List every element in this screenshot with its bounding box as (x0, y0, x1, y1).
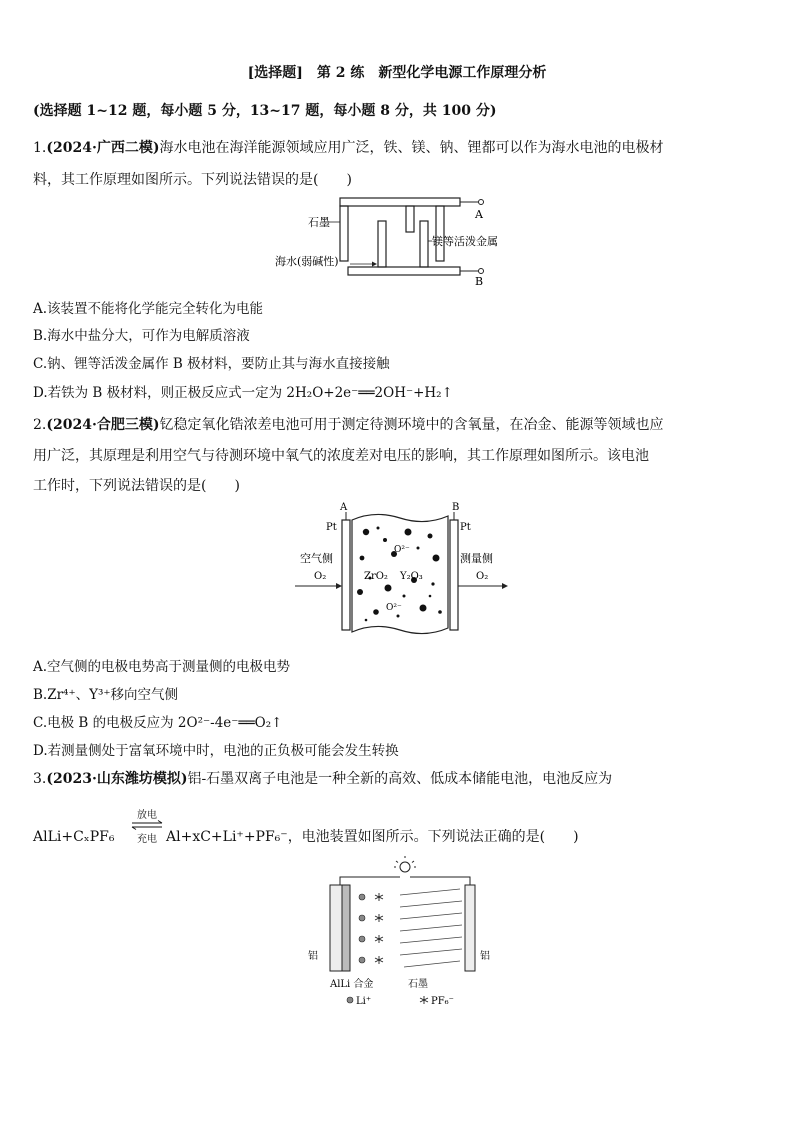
q3-number: 3. (33, 771, 47, 787)
q2-label-pt-right: Pt (460, 522, 471, 533)
q2-label-measure-o2: O₂ (476, 571, 489, 582)
q3-reversible-arrow-icon (130, 820, 164, 830)
q1-label-metal: 镁等活泼金属 (432, 235, 498, 248)
q3-equation-left: AlLi+CₓPF₆ (33, 829, 115, 845)
q2-option-b: B.Zr⁴⁺、Y³⁺移向空气侧 (33, 687, 179, 703)
q2-option-a: A.空气侧的电极电势高于测量侧的电极电势 (33, 659, 291, 675)
q2-label-a: A (340, 502, 348, 513)
q2-electrode-b (450, 520, 458, 630)
lightbulb-icon (394, 856, 416, 872)
score-note: (选择题 1~12 题，每小题 5 分，13~17 题，每小题 8 分，共 100 分) (33, 103, 497, 119)
q2-figure (290, 500, 510, 645)
q1-source: (2024·广西二模) (46, 140, 160, 156)
q3-label-charge: 充电 (137, 834, 157, 845)
q2-option-d: D.若测量侧处于富氧环境中时，电池的正负极可能会发生转换 (33, 743, 399, 759)
q2-electrode-a (342, 520, 350, 630)
q2-stem-text1: 钇稳定氧化锆浓差电池可用于测定待测环境中的含氧量，在冶金、能源等领域也应 (159, 417, 664, 433)
q2-label-zro2: ZrO₂ (364, 571, 388, 582)
q3-label-graphite: 石墨 (408, 979, 428, 990)
q3-equation-right: Al+xC+Li⁺+PF₆⁻ (166, 829, 288, 845)
q2-air-arrowhead (336, 583, 342, 589)
q1-metal-right-prong (420, 221, 428, 267)
q1-stem-text1: 海水电池在海洋能源领域应用广泛，铁、镁、钠、锂都可以作为海水电池的电极材 (159, 140, 664, 156)
q2-label-measure-side: 测量侧 (460, 552, 493, 565)
q3-alli-alloy (342, 885, 350, 971)
q3-li-ions (359, 894, 365, 963)
q3-label-al-right: 铝 (480, 951, 490, 962)
q3-stem-line1 (33, 768, 612, 790)
q1-number: 1. (33, 140, 47, 156)
q2-label-o2-ion-bottom: O²⁻ (386, 603, 402, 613)
q1-label-seawater: 海水(弱碱性) (275, 255, 339, 268)
q3-legend-li: Li⁺ (356, 996, 372, 1007)
q1-metal-left-prong (378, 221, 386, 267)
q2-measure-arrowhead (502, 583, 508, 589)
q1-stem-line2: 料，其工作原理如图所示。下列说法错误的是( ) (33, 172, 352, 188)
q1-option-d: D.若铁为 B 极材料，则正极反应式一定为 2H₂O+2e⁻══2OH⁻+H₂↑ (33, 385, 453, 401)
q1-label-b: B (475, 275, 484, 285)
q3-stem-text1: 铝-石墨双离子电池是一种全新的高效、低成本储能电池，电池反应为 (187, 771, 613, 787)
q3-legend-pf6: PF₆⁻ (431, 996, 454, 1007)
q3-wire-right (410, 877, 470, 885)
q1-graphite-right-prong (436, 206, 444, 261)
q1-graphite-mid-prong (406, 206, 414, 232)
q3-aluminum-right (465, 885, 475, 971)
q1-terminal-b (479, 269, 484, 274)
q1-option-b: B.海水中盐分大，可作为电解质溶液 (33, 328, 250, 344)
q3-equation-arrows (130, 806, 164, 846)
q3-aluminum-left (330, 885, 342, 971)
q3-source: (2023·山东潍坊模拟) (46, 771, 188, 787)
q3-wire-left (340, 877, 400, 885)
q1-seawater-arrowhead (372, 262, 377, 267)
page-title: [选择题] 第 2 练 新型化学电源工作原理分析 (247, 65, 547, 81)
q1-label-graphite: 石墨 (308, 216, 330, 229)
q3-pf6-ions (375, 893, 383, 964)
q1-graphite-left-prong (340, 206, 348, 261)
q2-label-pt-left: Pt (326, 522, 337, 533)
q3-label-alloy: AlLi 合金 (330, 979, 374, 990)
q2-label-b: B (452, 502, 460, 513)
q3-label-discharge: 放电 (137, 810, 157, 821)
q3-label-al-left: 铝 (308, 951, 318, 962)
q1-option-c: C.钠、锂等活泼金属作 B 极材料，要防止其与海水直接接触 (33, 356, 390, 372)
q2-label-air-o2: O₂ (314, 571, 327, 582)
q2-source: (2024·合肥三模) (46, 417, 160, 433)
q1-metal-plate (348, 267, 460, 275)
q2-stem-line1 (33, 414, 663, 436)
q3-stem-tail: ，电池装置如图所示。下列说法正确的是( ) (287, 829, 579, 845)
q2-stem-line3: 工作时，下列说法错误的是( ) (33, 478, 240, 494)
q3-figure (300, 855, 510, 1015)
q2-label-air-side: 空气侧 (300, 552, 333, 565)
q1-terminal-a (479, 200, 484, 205)
q2-label-o2-ion-top: O²⁻ (394, 545, 410, 555)
q3-legend-pf6-icon (420, 996, 428, 1004)
q3-equation-right-line (166, 826, 579, 848)
q2-label-y2o3: Y₂O₃ (400, 571, 423, 582)
q2-stem-line2: 用广泛，其原理是利用空气与待测环境中氧气的浓度差对电压的影响，其工作原理如图所示。该电池 (33, 448, 649, 464)
q2-option-c: C.电极 B 的电极反应为 2O²⁻-4e⁻══O₂↑ (33, 715, 283, 731)
q1-option-a: A.该装置不能将化学能完全转化为电能 (33, 301, 264, 317)
q1-figure (270, 193, 500, 285)
q3-graphite-layers (400, 889, 462, 967)
q1-stem-line1 (33, 137, 663, 159)
q2-number: 2. (33, 417, 47, 433)
q1-graphite-plate (340, 198, 460, 206)
q1-label-a: A (475, 208, 483, 221)
q3-legend-li-icon (347, 997, 353, 1003)
